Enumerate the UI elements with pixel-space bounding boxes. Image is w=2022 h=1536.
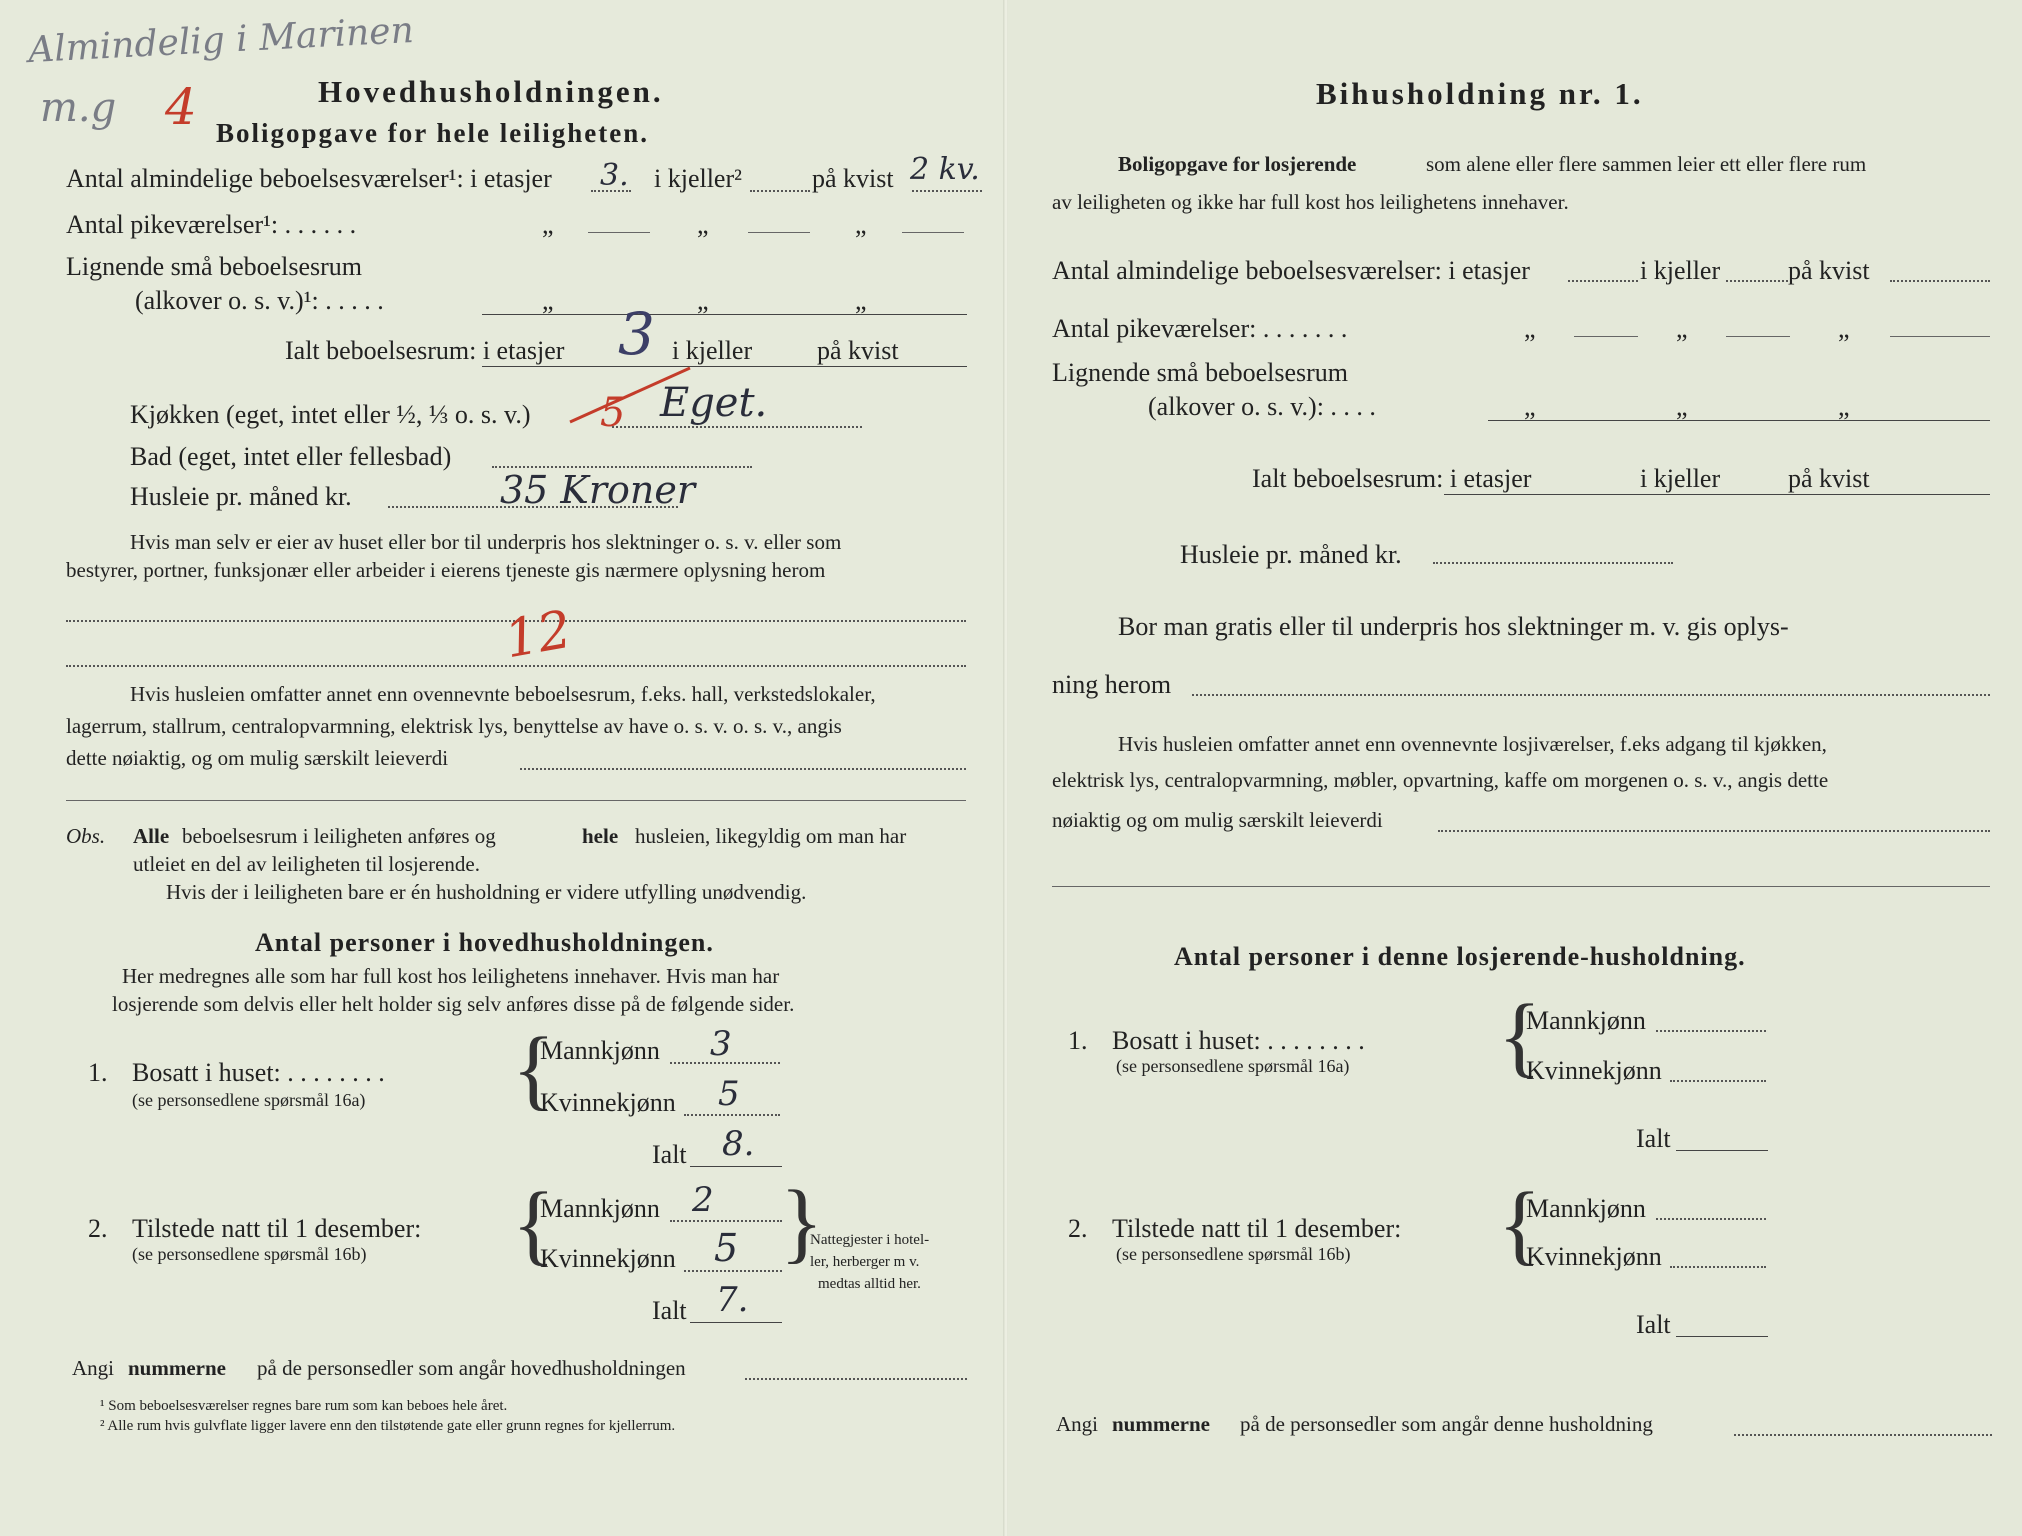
q2-kvinne-field: [684, 1270, 782, 1272]
q2-kvinne-value: 5: [714, 1226, 739, 1270]
angi-label: Angi: [1056, 1412, 1098, 1436]
q1-kvinne-label: Kvinnekjønn: [1526, 1056, 1662, 1085]
ialt-kjeller-label: i kjeller: [672, 336, 753, 365]
field-line: [748, 232, 810, 233]
bad-label: Bad (eget, intet eller fellesbad): [130, 442, 452, 471]
q1-ialt-field: [1676, 1150, 1768, 1151]
obs-text: Hvis der i leiligheten bare er én husholdning er videre utfylling unødvendig.: [166, 880, 807, 904]
ialt-kvist-label: på kvist: [1788, 464, 1870, 493]
kjokken-field: [612, 426, 862, 428]
q2-number: 2.: [88, 1214, 108, 1243]
ialt-beboelsesrum-label: Ialt beboelsesrum: i etasjer: [1252, 464, 1532, 493]
page-title: Hovedhusholdningen.: [318, 74, 664, 109]
q1-mann-label: Mannkjønn: [1526, 1006, 1646, 1035]
obs-text: beboelsesrum i leiligheten anføres og: [182, 824, 496, 848]
kjokken-label: Kjøkken (eget, intet eller ½, ⅓ o. s. v.): [130, 400, 531, 429]
pencil-code: m.g: [40, 85, 117, 131]
q1-mann-field: [1656, 1030, 1766, 1032]
q1-ialt-field: [690, 1166, 782, 1167]
ditto-mark: „: [542, 210, 554, 239]
brace: {: [512, 1020, 556, 1119]
field-line: [1574, 336, 1638, 337]
field-line: [1488, 420, 1990, 421]
q2-ialt-field: [1676, 1336, 1768, 1337]
angi-field: [1734, 1434, 1992, 1436]
q1-ialt-label: Ialt: [1636, 1124, 1671, 1153]
ditto-mark: „: [697, 210, 709, 239]
footnote: ¹ Som beboelsesværelser regnes bare rum som kan beboes hele året.: [100, 1398, 508, 1414]
q2-label: Tilstede natt til 1 desember:: [132, 1214, 422, 1243]
q1-number: 1.: [1068, 1026, 1088, 1055]
red-annotation-twelve: 12: [500, 599, 576, 671]
q1-ialt-label: Ialt: [652, 1140, 687, 1169]
husleie-label: Husleie pr. måned kr.: [1180, 540, 1402, 569]
q2-kvinne-label: Kvinnekjønn: [1526, 1242, 1662, 1271]
omfatter-text-line: Hvis husleien omfatter annet enn ovennevnte beboelsesrum, f.eks. hall, verkstedslokaler,: [130, 682, 876, 706]
q2-mann-field: [1656, 1218, 1766, 1220]
row-alkover-label: (alkover o. s. v.)¹: . . . . .: [135, 286, 384, 315]
etasjer-value: 3.: [600, 158, 629, 193]
q1-kvinne-field: [1670, 1080, 1766, 1082]
ialt-kvist-label: på kvist: [817, 336, 899, 365]
antal-personer-title: Antal personer i denne losjerende-husholdning.: [1174, 942, 1746, 971]
field-line: [1890, 336, 1990, 337]
kjokken-value: Eget.: [660, 380, 768, 426]
q1-sub: (se personsedlene spørsmål 16a): [1116, 1056, 1350, 1076]
q1-label: Bosatt i huset: . . . . . . . .: [1112, 1026, 1365, 1055]
nattegjester-note: Nattegjester i hotel-: [810, 1232, 930, 1248]
row-smaa-beboelsesrum-label: Lignende små beboelsesrum: [66, 252, 363, 281]
q1-ialt-value: 8.: [722, 1124, 755, 1164]
field-line: [588, 232, 650, 233]
ditto-mark: „: [1524, 392, 1536, 421]
ialt-beboelsesrum-label: Ialt beboelsesrum: i etasjer: [285, 336, 565, 365]
ialt-etasjer-value: 3: [618, 300, 655, 368]
right-page: [1008, 0, 2022, 1536]
intro-text: av leiligheten og ikke har full kost hos leilighetens innehaver.: [1052, 190, 1569, 214]
angi-field: [745, 1378, 967, 1380]
obs-alle: Alle: [133, 824, 170, 848]
angi-nummerne: nummerne: [128, 1356, 226, 1380]
kjeller-label: i kjeller²: [654, 164, 742, 193]
q1-kvinne-label: Kvinnekjønn: [540, 1088, 676, 1117]
q1-number: 1.: [88, 1058, 108, 1087]
ditto-mark: „: [542, 286, 554, 315]
pencil-note: Almindelig i Marinen: [27, 9, 415, 72]
q2-mann-field: [670, 1220, 782, 1222]
row-beboelsesvaerelser-label: Antal almindelige beboelsesværelser¹: i etasjer: [66, 164, 552, 193]
ditto-mark: „: [1838, 314, 1850, 343]
angi-nummerne: nummerne: [1112, 1412, 1210, 1436]
omfatter-text-line: elektrisk lys, centralopvarmning, møbler, opvartning, kaffe om morgenen o. s. v., angis dette: [1052, 768, 1829, 792]
ialt-line: [482, 366, 967, 367]
kvist-field: [1890, 280, 1990, 282]
ialt-kjeller-label: i kjeller: [1640, 464, 1721, 493]
q2-number: 2.: [1068, 1214, 1088, 1243]
ditto-mark: „: [1676, 314, 1688, 343]
left-page: [0, 0, 1005, 1536]
field-line: [66, 665, 966, 667]
husleie-label: Husleie pr. måned kr.: [130, 482, 352, 511]
nattegjester-note: ler, herberger m v.: [810, 1254, 920, 1270]
kjeller-field: [750, 190, 810, 192]
ditto-mark: „: [855, 286, 867, 315]
obs-text: utleiet en del av leiligheten til losjerende.: [133, 852, 480, 876]
angi-label: Angi: [72, 1356, 114, 1380]
gratis-text-line: ning herom: [1052, 670, 1172, 699]
brace: {: [1498, 1175, 1542, 1274]
q2-kvinne-label: Kvinnekjønn: [540, 1244, 676, 1273]
red-annotation-five: 5: [600, 390, 626, 436]
gratis-text-line: Bor man gratis eller til underpris hos slektninger m. v. gis oplys-: [1118, 612, 1789, 641]
q2-ialt-label: Ialt: [1636, 1310, 1671, 1339]
obs-label: Obs.: [66, 824, 106, 848]
q1-mann-value: 3: [710, 1024, 732, 1064]
angi-text: på de personsedler som angår denne husholdning: [1240, 1412, 1653, 1436]
eier-text-line: bestyrer, portner, funksjonær eller arbeider i eierens tjeneste gis nærmere oplysning herom: [66, 558, 826, 582]
gratis-field: [1192, 694, 1990, 696]
kjeller-label: i kjeller: [1640, 256, 1721, 285]
kvist-value: 2 kv.: [910, 152, 980, 187]
ditto-mark: „: [697, 286, 709, 315]
leieverdi-field: [1438, 830, 1990, 832]
q2-ialt-value: 7.: [716, 1280, 749, 1320]
q2-mann-value: 2: [692, 1180, 714, 1220]
kjeller-field: [1726, 280, 1792, 282]
q2-ialt-label: Ialt: [652, 1296, 687, 1325]
intro-bold: Boligopgave for losjerende: [1118, 152, 1357, 176]
q1-label: Bosatt i huset: . . . . . . . .: [132, 1058, 385, 1087]
row-smaa-beboelsesrum-label: Lignende små beboelsesrum: [1052, 358, 1349, 387]
footnote: ² Alle rum hvis gulvflate ligger lavere enn den tilstøtende gate eller grunn regnes for kjellerrum.: [100, 1418, 676, 1434]
q2-mann-label: Mannkjønn: [540, 1194, 660, 1223]
ditto-mark: „: [1524, 314, 1536, 343]
field-line: [1726, 336, 1790, 337]
field-line: [66, 800, 966, 801]
eier-text-line: Hvis man selv er eier av huset eller bor til underpris hos slektninger o. s. v. eller som: [130, 530, 842, 554]
q2-ialt-field: [690, 1322, 782, 1323]
q2-label: Tilstede natt til 1 desember:: [1112, 1214, 1402, 1243]
omfatter-text-line: dette nøiaktig, og om mulig særskilt leieverdi: [66, 746, 449, 770]
ditto-mark: „: [1676, 392, 1688, 421]
kvist-label: på kvist: [812, 164, 894, 193]
obs-hele: hele: [582, 824, 619, 848]
field-line: [902, 232, 964, 233]
row-pikevaerelser-label: Antal pikeværelser¹: . . . . . .: [66, 210, 357, 239]
ialt-line: [1444, 494, 1990, 495]
angi-text: på de personsedler som angår hovedhusholdningen: [257, 1356, 686, 1380]
intro-text: som alene eller flere sammen leier ett eller flere rum: [1426, 152, 1867, 176]
q2-sub: (se personsedlene spørsmål 16b): [1116, 1244, 1351, 1264]
obs-text: husleien, likegyldig om man har: [635, 824, 907, 848]
red-annotation-four: 4: [165, 78, 197, 136]
kvist-field: [912, 190, 982, 192]
field-line: [482, 314, 967, 315]
row-alkover-label: (alkover o. s. v.): . . . .: [1148, 392, 1376, 421]
antal-text-line: Her medregnes alle som har full kost hos leilighetens innehaver. Hvis man har: [122, 964, 780, 988]
page-subtitle: Boligopgave for hele leiligheten.: [216, 118, 649, 148]
omfatter-text-line: Hvis husleien omfatter annet enn ovennevnte losjiværelser, f.eks adgang til kjøkken,: [1118, 732, 1827, 756]
brace: {: [512, 1175, 556, 1274]
bihusholdning-title: Bihusholdning nr. 1.: [1316, 76, 1644, 111]
husleie-value: 35 Kroner: [500, 468, 695, 512]
brace: {: [1498, 987, 1542, 1086]
q2-mann-label: Mannkjønn: [1526, 1194, 1646, 1223]
brace: {: [780, 1173, 824, 1272]
row-pikevaerelser-label: Antal pikeværelser: . . . . . . .: [1052, 314, 1348, 343]
q2-sub: (se personsedlene spørsmål 16b): [132, 1244, 367, 1264]
antal-text-line: losjerende som delvis eller helt holder sig selv anføres disse på de følgende sider.: [112, 992, 795, 1016]
ditto-mark: „: [855, 210, 867, 239]
omfatter-text-line: lagerrum, stallrum, centralopvarmning, elektrisk lys, benyttelse av have o. s. v. o. s. v., angis: [66, 714, 842, 738]
q1-kvinne-value: 5: [718, 1074, 740, 1114]
q2-kvinne-field: [1670, 1266, 1766, 1268]
q1-sub: (se personsedlene spørsmål 16a): [132, 1090, 366, 1110]
kvist-label: på kvist: [1788, 256, 1870, 285]
omfatter-text-line: nøiaktig og om mulig særskilt leieverdi: [1052, 808, 1383, 832]
husleie-field: [1433, 562, 1673, 564]
leieverdi-field: [520, 768, 966, 770]
row-beboelsesvaerelser-label: Antal almindelige beboelsesværelser: i etasjer: [1052, 256, 1530, 285]
etasjer-field: [1568, 280, 1638, 282]
q1-kvinne-field: [684, 1114, 780, 1116]
antal-personer-title: Antal personer i hovedhusholdningen.: [255, 928, 714, 957]
field-line: [1052, 886, 1990, 887]
nattegjester-note: medtas alltid her.: [818, 1276, 921, 1292]
q1-mann-label: Mannkjønn: [540, 1036, 660, 1065]
ditto-mark: „: [1838, 392, 1850, 421]
